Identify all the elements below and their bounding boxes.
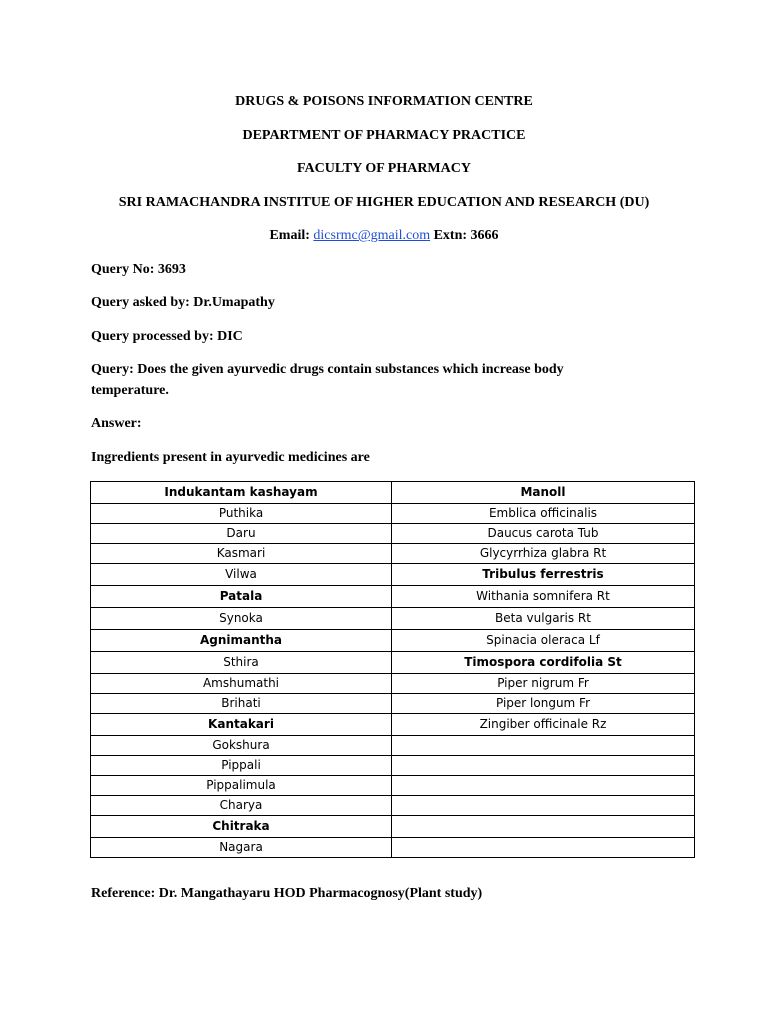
table-row	[91, 586, 695, 608]
table-cell-left: Chitraka	[91, 816, 392, 838]
table-cell-right: Tribulus ferrestris	[392, 564, 695, 586]
table-cell-left: Gokshura	[91, 736, 392, 756]
query-processed-by: Query processed by: DIC	[91, 329, 243, 344]
table-header-indukantam: Indukantam kashayam	[91, 482, 392, 504]
table-row	[91, 652, 695, 674]
table-row	[91, 504, 695, 524]
table-cell-right: Emblica officinalis	[392, 504, 695, 524]
table-cell-right: Daucus carota Tub	[392, 524, 695, 544]
header-faculty: FACULTY OF PHARMACY	[297, 161, 471, 176]
answer-label: Answer:	[91, 416, 142, 431]
table-cell-left: Kantakari	[91, 714, 392, 736]
table-cell-left: Pippalimula	[91, 776, 392, 796]
table-cell-right: Zingiber officinale Rz	[392, 714, 695, 736]
table-row	[91, 524, 695, 544]
table-row	[91, 674, 695, 694]
table-cell-right: Spinacia oleraca Lf	[392, 630, 695, 652]
table-row	[91, 736, 695, 756]
table-header-manoll: Manoll	[392, 482, 695, 504]
table-cell-left: Patala	[91, 586, 392, 608]
table-cell-right: Timospora cordifolia St	[392, 652, 695, 674]
table-row	[91, 544, 695, 564]
table-cell-right: Withania somnifera Rt	[392, 586, 695, 608]
table-cell-right: Beta vulgaris Rt	[392, 608, 695, 630]
table-cell-left: Synoka	[91, 608, 392, 630]
table-cell-left: Nagara	[91, 838, 392, 858]
table-header-row	[91, 482, 695, 504]
table-row	[91, 838, 695, 858]
table-row	[91, 694, 695, 714]
table-cell-left: Sthira	[91, 652, 392, 674]
extn-text: Extn: 3666	[433, 228, 499, 243]
table-cell-left: Agnimantha	[91, 630, 392, 652]
ingredients-intro: Ingredients present in ayurvedic medicines are	[91, 450, 370, 465]
reference-line: Reference: Dr. Mangathayaru HOD Pharmacognosy(Plant study)	[91, 886, 483, 901]
ingredients-table	[90, 481, 695, 858]
table-row	[91, 796, 695, 816]
table-row	[91, 816, 695, 838]
table-cell-left: Pippali	[91, 756, 392, 776]
table-cell-right	[392, 756, 695, 776]
header-department: DEPARTMENT OF PHARMACY PRACTICE	[242, 128, 526, 143]
table-cell-right	[392, 736, 695, 756]
table-cell-right: Piper nigrum Fr	[392, 674, 695, 694]
table-cell-left: Charya	[91, 796, 392, 816]
email-label: Email:	[269, 228, 310, 243]
table-cell-left: Brihati	[91, 694, 392, 714]
table-cell-right	[392, 838, 695, 858]
table-row	[91, 608, 695, 630]
table-cell-left: Amshumathi	[91, 674, 392, 694]
table-row	[91, 630, 695, 652]
header-contact	[0, 227, 768, 245]
table-row	[91, 776, 695, 796]
table-row	[91, 564, 695, 586]
query-question: Query: Does the given ayurvedic drugs contain substances which increase body temperature.	[91, 362, 564, 398]
table-cell-right	[392, 816, 695, 838]
table-cell-left: Puthika	[91, 504, 392, 524]
table-cell-right	[392, 776, 695, 796]
table-row	[91, 714, 695, 736]
table-cell-left: Kasmari	[91, 544, 392, 564]
table-row	[91, 756, 695, 776]
table-cell-left: Daru	[91, 524, 392, 544]
table-cell-right: Glycyrrhiza glabra Rt	[392, 544, 695, 564]
table-cell-right: Piper longum Fr	[392, 694, 695, 714]
email-link[interactable]: dicsrmc@gmail.com	[313, 228, 431, 243]
table-cell-left: Vilwa	[91, 564, 392, 586]
header-institute: SRI RAMACHANDRA INSTITUE OF HIGHER EDUCATION AND RESEARCH (DU)	[118, 195, 650, 210]
query-number: Query No: 3693	[91, 262, 186, 277]
header-centre-name: DRUGS & POISONS INFORMATION CENTRE	[235, 94, 533, 109]
table-cell-right	[392, 796, 695, 816]
query-asked-by: Query asked by: Dr.Umapathy	[91, 295, 275, 310]
